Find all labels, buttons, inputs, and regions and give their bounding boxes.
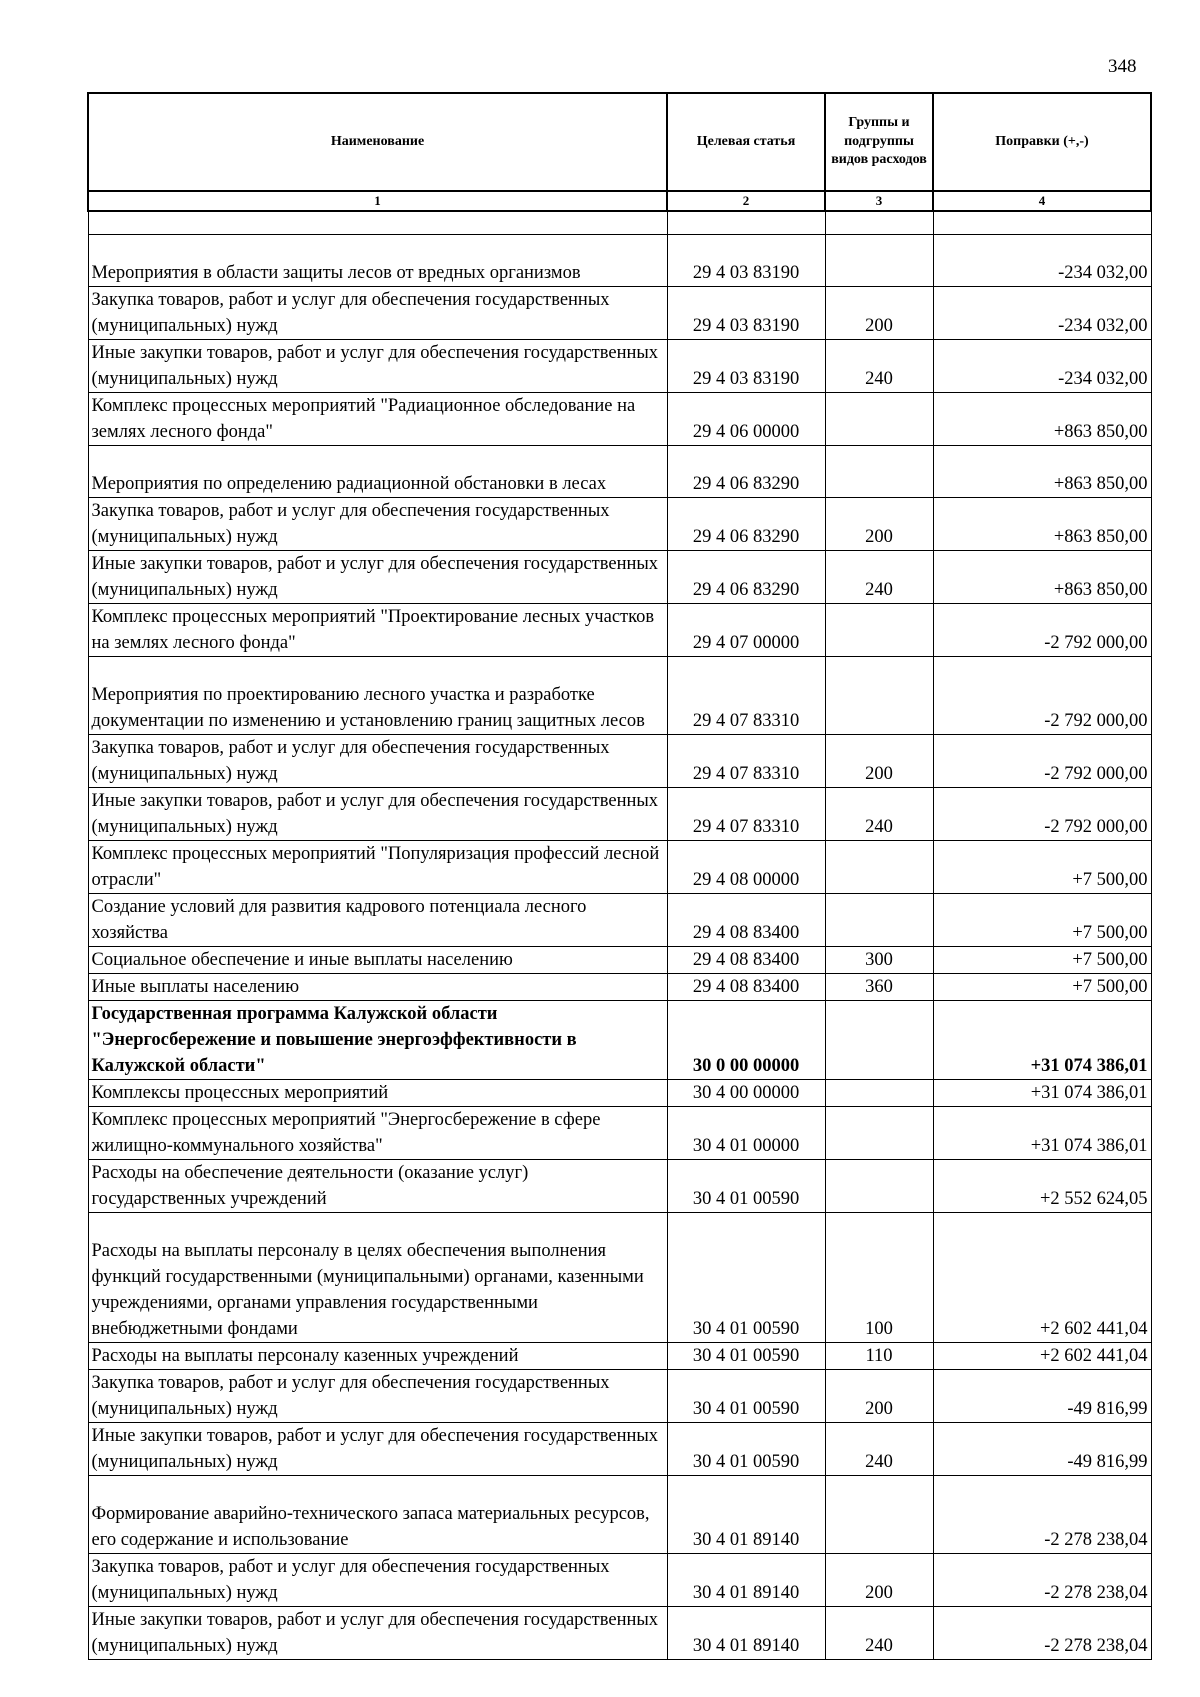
row-target-article: 29 4 06 83290: [667, 551, 825, 604]
row-expense-group: 240: [825, 788, 933, 841]
row-amendment: -2 278 238,04: [933, 1476, 1151, 1554]
row-target-article: 30 4 01 89140: [667, 1476, 825, 1554]
row-expense-group: 110: [825, 1343, 933, 1370]
row-target-article: 30 4 01 00000: [667, 1107, 825, 1160]
row-target-article: 29 4 08 00000: [667, 841, 825, 894]
row-expense-group: 100: [825, 1213, 933, 1343]
row-name: Закупка товаров, работ и услуг для обеспечения государственных (муниципальных) нужд: [88, 735, 667, 788]
row-target-article: 30 4 01 00590: [667, 1343, 825, 1370]
row-expense-group: [825, 446, 933, 498]
row-name: Социальное обеспечение и иные выплаты населению: [88, 947, 667, 974]
spacer-row: [88, 211, 1151, 235]
row-expense-group: 360: [825, 974, 933, 1001]
row-target-article: 29 4 03 83190: [667, 340, 825, 393]
row-target-article: 29 4 03 83190: [667, 235, 825, 287]
row-name: Расходы на выплаты персоналу в целях обеспечения выполнения функций государственными (муниципальными) органами, казенными учреждениями, органами управления государственными внебюджетными фондами: [88, 1213, 667, 1343]
row-target-article: 30 4 01 00590: [667, 1213, 825, 1343]
row-target-article: 30 4 00 00000: [667, 1080, 825, 1107]
row-amendment: -2 792 000,00: [933, 735, 1151, 788]
row-target-article: 29 4 08 83400: [667, 974, 825, 1001]
row-expense-group: 200: [825, 1554, 933, 1607]
row-expense-group: 240: [825, 1607, 933, 1660]
row-expense-group: [825, 894, 933, 947]
row-amendment: -2 792 000,00: [933, 604, 1151, 657]
row-expense-group: [825, 1476, 933, 1554]
table-row: [88, 393, 1151, 446]
row-target-article: 29 4 06 00000: [667, 393, 825, 446]
table-row: [88, 498, 1151, 551]
row-expense-group: [825, 841, 933, 894]
row-target-article: 29 4 06 83290: [667, 446, 825, 498]
row-target-article: 30 4 01 89140: [667, 1607, 825, 1660]
table-row: [88, 1213, 1151, 1343]
table-row: [88, 235, 1151, 287]
row-name: Мероприятия в области защиты лесов от вредных организмов: [88, 235, 667, 287]
row-amendment: +863 850,00: [933, 393, 1151, 446]
row-amendment: +7 500,00: [933, 947, 1151, 974]
row-expense-group: 200: [825, 735, 933, 788]
row-name: Закупка товаров, работ и услуг для обеспечения государственных (муниципальных) нужд: [88, 498, 667, 551]
row-target-article: 29 4 06 83290: [667, 498, 825, 551]
row-name: Иные закупки товаров, работ и услуг для обеспечения государственных (муниципальных) нужд: [88, 551, 667, 604]
row-name: Иные закупки товаров, работ и услуг для обеспечения государственных (муниципальных) нужд: [88, 1423, 667, 1476]
row-expense-group: 200: [825, 1370, 933, 1423]
budget-amendments-table: [87, 92, 1152, 1660]
row-name: Мероприятия по определению радиационной обстановки в лесах: [88, 446, 667, 498]
table-row: [88, 1370, 1151, 1423]
row-expense-group: [825, 1001, 933, 1080]
row-target-article: 29 4 08 83400: [667, 947, 825, 974]
row-expense-group: [825, 235, 933, 287]
column-number: 1: [88, 191, 667, 211]
row-name: Мероприятия по проектированию лесного участка и разработке документации по изменению и установлению границ защитных лесов: [88, 657, 667, 735]
row-amendment: +7 500,00: [933, 841, 1151, 894]
column-number: 3: [825, 191, 933, 211]
row-name: Иные закупки товаров, работ и услуг для обеспечения государственных (муниципальных) нужд: [88, 340, 667, 393]
row-name: Комплекс процессных мероприятий "Популяризация профессий лесной отрасли": [88, 841, 667, 894]
page-number: 348: [1108, 56, 1137, 77]
table-row: [88, 1160, 1151, 1213]
row-target-article: 29 4 08 83400: [667, 894, 825, 947]
column-number: 2: [667, 191, 825, 211]
row-name: Закупка товаров, работ и услуг для обеспечения государственных (муниципальных) нужд: [88, 1554, 667, 1607]
row-expense-group: 300: [825, 947, 933, 974]
row-target-article: 29 4 03 83190: [667, 287, 825, 340]
row-amendment: -234 032,00: [933, 340, 1151, 393]
row-expense-group: 200: [825, 287, 933, 340]
row-amendment: -49 816,99: [933, 1423, 1151, 1476]
table-row: [88, 1343, 1151, 1370]
row-amendment: +2 552 624,05: [933, 1160, 1151, 1213]
row-expense-group: [825, 1107, 933, 1160]
table-row: [88, 657, 1151, 735]
row-name: Государственная программа Калужской области "Энергосбережение и повышение энергоэффективности в Калужской области": [88, 1001, 667, 1080]
table-row: [88, 735, 1151, 788]
table-row: [88, 1554, 1151, 1607]
row-name: Иные выплаты населению: [88, 974, 667, 1001]
row-expense-group: 240: [825, 1423, 933, 1476]
row-name: Комплексы процессных мероприятий: [88, 1080, 667, 1107]
row-name: Иные закупки товаров, работ и услуг для обеспечения государственных (муниципальных) нужд: [88, 1607, 667, 1660]
row-name: Расходы на выплаты персоналу казенных учреждений: [88, 1343, 667, 1370]
row-name: Комплекс процессных мероприятий "Радиационное обследование на землях лесного фонда": [88, 393, 667, 446]
row-amendment: +863 850,00: [933, 498, 1151, 551]
row-amendment: +7 500,00: [933, 894, 1151, 947]
header-name: Наименование: [88, 93, 667, 191]
row-amendment: -234 032,00: [933, 287, 1151, 340]
row-expense-group: [825, 1080, 933, 1107]
row-amendment: +863 850,00: [933, 551, 1151, 604]
table-row: [88, 974, 1151, 1001]
column-number: 4: [933, 191, 1151, 211]
row-target-article: 30 4 01 89140: [667, 1554, 825, 1607]
row-target-article: 30 4 01 00590: [667, 1423, 825, 1476]
row-name: Закупка товаров, работ и услуг для обеспечения государственных (муниципальных) нужд: [88, 287, 667, 340]
table-row: [88, 604, 1151, 657]
table-row: [88, 1080, 1151, 1107]
row-expense-group: 240: [825, 340, 933, 393]
row-expense-group: 240: [825, 551, 933, 604]
row-amendment: +31 074 386,01: [933, 1001, 1151, 1080]
table-row: [88, 340, 1151, 393]
table-row: [88, 1423, 1151, 1476]
row-target-article: 29 4 07 00000: [667, 604, 825, 657]
row-amendment: +2 602 441,04: [933, 1213, 1151, 1343]
header-target-article: Целевая статья: [667, 93, 825, 191]
row-name: Формирование аварийно-технического запаса материальных ресурсов, его содержание и использование: [88, 1476, 667, 1554]
table-row: [88, 841, 1151, 894]
header-amendments: Поправки (+,-): [933, 93, 1151, 191]
row-amendment: -2 792 000,00: [933, 657, 1151, 735]
table-row: [88, 1107, 1151, 1160]
row-name: Расходы на обеспечение деятельности (оказание услуг) государственных учреждений: [88, 1160, 667, 1213]
row-expense-group: [825, 1160, 933, 1213]
row-target-article: 30 4 01 00590: [667, 1370, 825, 1423]
row-target-article: 29 4 07 83310: [667, 657, 825, 735]
row-name: Комплекс процессных мероприятий "Проектирование лесных участков на землях лесного фонда": [88, 604, 667, 657]
row-amendment: +31 074 386,01: [933, 1080, 1151, 1107]
table-row: [88, 1001, 1151, 1080]
table-row: [88, 947, 1151, 974]
row-amendment: +863 850,00: [933, 446, 1151, 498]
row-amendment: -234 032,00: [933, 235, 1151, 287]
row-expense-group: [825, 657, 933, 735]
row-amendment: +2 602 441,04: [933, 1343, 1151, 1370]
table-header: [88, 93, 1151, 211]
row-amendment: -2 278 238,04: [933, 1554, 1151, 1607]
table-row: [88, 894, 1151, 947]
row-name: Закупка товаров, работ и услуг для обеспечения государственных (муниципальных) нужд: [88, 1370, 667, 1423]
row-expense-group: [825, 604, 933, 657]
row-amendment: -2 792 000,00: [933, 788, 1151, 841]
table-row: [88, 551, 1151, 604]
table-body: [88, 211, 1151, 1660]
row-target-article: 30 4 01 00590: [667, 1160, 825, 1213]
row-amendment: -2 278 238,04: [933, 1607, 1151, 1660]
row-expense-group: [825, 393, 933, 446]
row-expense-group: 200: [825, 498, 933, 551]
row-amendment: +31 074 386,01: [933, 1107, 1151, 1160]
row-name: Иные закупки товаров, работ и услуг для обеспечения государственных (муниципальных) нужд: [88, 788, 667, 841]
header-expense-groups: Группы и подгруппы видов расходов: [825, 93, 933, 191]
table-row: [88, 1476, 1151, 1554]
table-row: [88, 287, 1151, 340]
row-target-article: 30 0 00 00000: [667, 1001, 825, 1080]
row-amendment: +7 500,00: [933, 974, 1151, 1001]
table-row: [88, 446, 1151, 498]
row-target-article: 29 4 07 83310: [667, 735, 825, 788]
row-target-article: 29 4 07 83310: [667, 788, 825, 841]
table-row: [88, 1607, 1151, 1660]
row-name: Комплекс процессных мероприятий "Энергосбережение в сфере жилищно-коммунального хозяйства": [88, 1107, 667, 1160]
row-amendment: -49 816,99: [933, 1370, 1151, 1423]
row-name: Создание условий для развития кадрового потенциала лесного хозяйства: [88, 894, 667, 947]
table-row: [88, 788, 1151, 841]
